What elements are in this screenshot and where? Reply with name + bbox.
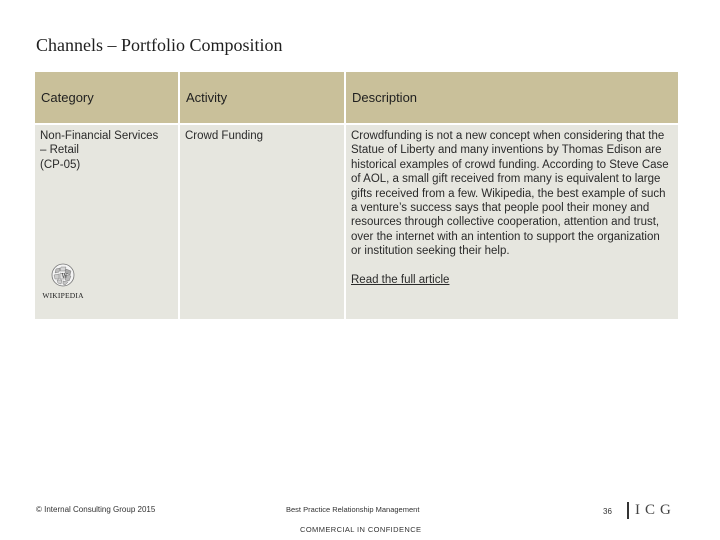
- page-title: Channels – Portfolio Composition: [36, 35, 283, 55]
- header-activity: Activity: [180, 72, 344, 123]
- portfolio-table: [35, 72, 678, 319]
- category-text: Non-Financial Services – Retail (CP-05): [40, 130, 159, 171]
- wikipedia-globe-icon: [51, 263, 75, 287]
- description-cell: [346, 125, 678, 319]
- header-category: Category: [35, 72, 178, 123]
- activity-cell: [180, 125, 344, 319]
- page-number: 36: [603, 507, 612, 516]
- read-full-article-link[interactable]: Read the full article: [351, 273, 450, 286]
- category-cell: [35, 125, 178, 319]
- activity-text: Crowd Funding: [185, 130, 263, 142]
- icg-logo: [627, 501, 679, 519]
- footer-copyright: © Internal Consulting Group 2015: [36, 505, 156, 514]
- icg-logo-text: ICG: [635, 501, 676, 518]
- header-description: Description: [346, 72, 678, 123]
- footer-confidential: COMMERCIAL IN CONFIDENCE: [300, 525, 422, 534]
- footer-center-text: Best Practice Relationship Management: [286, 505, 420, 514]
- svg-text:W: W: [61, 273, 68, 280]
- wikipedia-logo: [41, 263, 85, 303]
- wikipedia-wordmark: WIKIPEDIA: [42, 291, 84, 300]
- description-text: Crowdfunding is not a new concept when considering that the Statue of Liberty and many inventions by Thomas Edison are historical examples of crowd funding. According to Steve Case of AOL, a small gift received from many is equivalent to large gifts received from a few. Wikipedia, the best example of such a venture’s success says that people pool their money and resources through collective cooperation, attention and trust, over the internet with an intention to support the organization or institution seeking their help.: [351, 130, 669, 258]
- icg-logo-bar: [627, 502, 629, 519]
